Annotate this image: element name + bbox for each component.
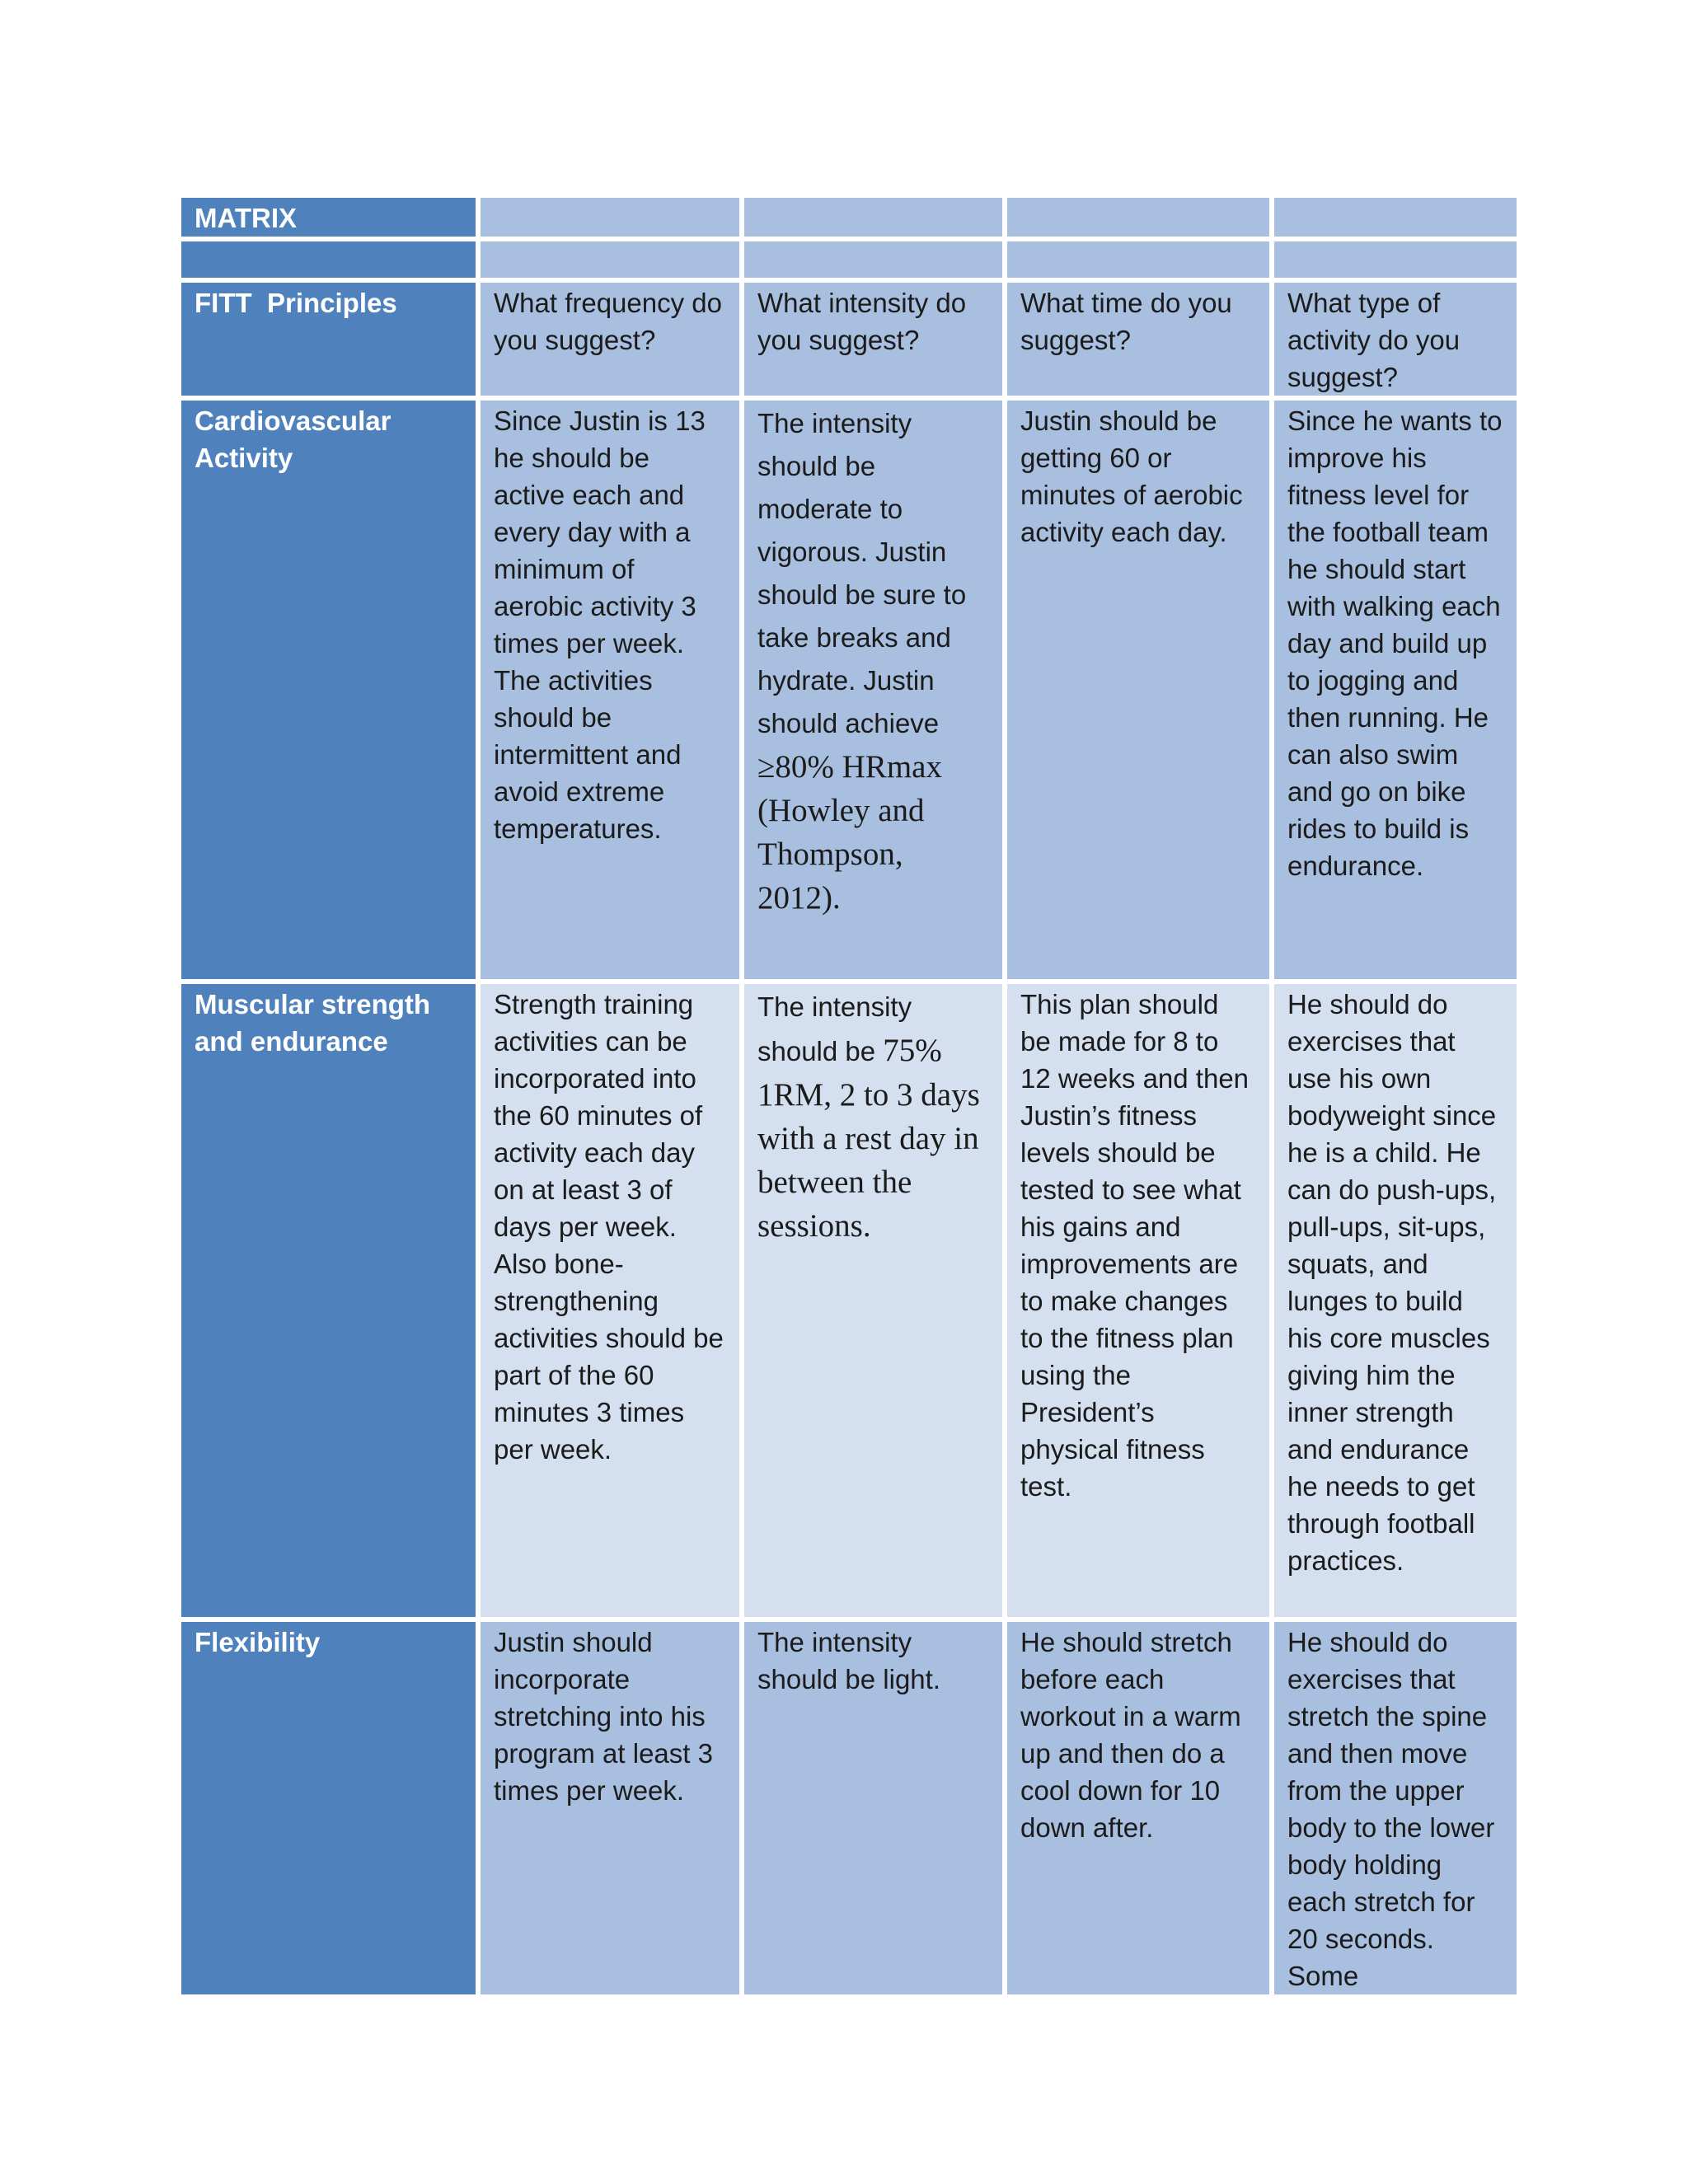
flexibility-row [181, 1622, 1517, 1994]
flexibility-frequency-cell: Justin should incorporate stretching into his program at least 3 times per week. [481, 1622, 739, 1994]
muscular-frequency-cell: Strength training activities can be incorporated into the 60 minutes of activity each day on at least 3 of days per week. Also bone-strengthening activities should be part of the 60 minutes 3 times per week. [481, 984, 739, 1617]
muscular-intensity-text: The intensity should be [757, 991, 912, 1066]
matrix-title: MATRIX [181, 198, 476, 237]
fitt-question-row [181, 283, 1517, 396]
fitt-matrix-table [176, 193, 1522, 1999]
muscular-time-cell: This plan should be made for 8 to 12 weeks and then Justin’s fitness levels should be tested to see what his gains and improvements are to make changes to the fitness plan using the President’s physical fitness test. [1007, 984, 1269, 1617]
cardio-intensity-cell [744, 401, 1002, 979]
fitt-principles-label: FITT Principles [181, 283, 476, 396]
cardio-frequency-cell: Since Justin is 13 he should be active each and every day with a minimum of aerobic activity 3 times per week. The activities should be intermittent and avoid extreme temperatures. [481, 401, 739, 979]
row-label-flexibility: Flexibility [181, 1622, 476, 1994]
muscular-row [181, 984, 1517, 1617]
row-label-muscular: Muscular strength and endurance [181, 984, 476, 1617]
muscular-intensity-detail: 75% 1RM, 2 to 3 days with a rest day in between the sessions. [757, 1033, 980, 1244]
empty-cell [481, 241, 739, 278]
empty-cell [1007, 241, 1269, 278]
muscular-intensity-cell [744, 984, 1002, 1617]
question-time: What time do you suggest? [1007, 283, 1269, 396]
cardio-intensity-citation: ≥80% HRmax (Howley and Thompson, 2012). [757, 749, 942, 916]
cardio-intensity-text: The intensity should be moderate to vigorous. Justin should be sure to take breaks and hydrate. Justin should achieve [757, 408, 967, 738]
empty-cell [1274, 241, 1517, 278]
flexibility-type-cell: He should do exercises that stretch the spine and then move from the upper body to the lower body holding each stretch for 20 seconds. Some [1274, 1622, 1517, 1994]
cardiovascular-row [181, 401, 1517, 979]
empty-cell [744, 241, 1002, 278]
empty-cell [744, 198, 1002, 237]
flexibility-intensity-cell: The intensity should be light. [744, 1622, 1002, 1994]
question-intensity: What intensity do you suggest? [744, 283, 1002, 396]
row-label-cardiovascular: Cardiovascular Activity [181, 401, 476, 979]
empty-cell [1007, 198, 1269, 237]
empty-cell [481, 198, 739, 237]
flexibility-time-cell: He should stretch before each workout in a warm up and then do a cool down for 10 down after. [1007, 1622, 1269, 1994]
muscular-type-cell: He should do exercises that use his own bodyweight since he is a child. He can do push-ups, pull-ups, sit-ups, squats, and lunges to build his core muscles giving him the inner strength and endurance he needs to get through football practices. [1274, 984, 1517, 1617]
empty-cell [1274, 198, 1517, 237]
cardio-time-cell: Justin should be getting 60 or minutes of aerobic activity each day. [1007, 401, 1269, 979]
matrix-spacer-row [181, 241, 1517, 278]
empty-row-header [181, 241, 476, 278]
matrix-title-row [181, 198, 1517, 237]
cardio-type-cell: Since he wants to improve his fitness level for the football team he should start with walking each day and build up to jogging and then running. He can also swim and go on bike rides to build is endurance. [1274, 401, 1517, 979]
question-frequency: What frequency do you suggest? [481, 283, 739, 396]
question-type: What type of activity do you suggest? [1274, 283, 1517, 396]
